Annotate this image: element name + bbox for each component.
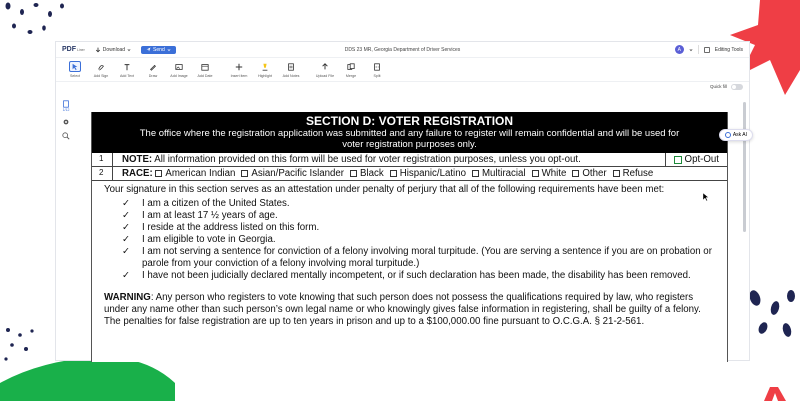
zoom-button[interactable] — [62, 132, 70, 140]
highlight-icon — [261, 63, 269, 71]
image-icon — [175, 63, 183, 71]
logo-text: PDF — [62, 46, 76, 53]
top-bar-right — [675, 45, 743, 54]
chevron-down-icon — [167, 48, 171, 52]
left-sidebar — [56, 92, 76, 360]
tool-split[interactable] — [364, 61, 390, 78]
tool-label: Split — [373, 74, 381, 78]
checkbox[interactable] — [472, 170, 479, 177]
tool-bar — [56, 58, 749, 82]
requirement-text: I am not serving a sentence for conviction of a felony involving moral turpitude. (You are serving a sentence if you are on probation or parole from your conviction of a felony involving moral turpitude.) — [142, 246, 712, 269]
opt-out-label: Opt-Out — [684, 154, 719, 165]
page-thumbnails-button[interactable] — [62, 100, 70, 112]
page-indicator: 1/12 — [62, 108, 70, 112]
tool-draw[interactable] — [140, 61, 166, 78]
warning-paragraph — [104, 292, 727, 328]
section-header — [92, 112, 727, 153]
editing-tools-button[interactable]: Editing Tools — [714, 46, 743, 53]
zoom-icon — [62, 132, 70, 140]
tool-label: Upload File — [315, 74, 335, 78]
checkbox[interactable] — [613, 170, 620, 177]
pages-icon — [62, 100, 70, 108]
note-label: NOTE: — [122, 154, 153, 165]
document-title: DDS 23 MR, Georgia Department of Driver Services — [344, 46, 461, 53]
list-item — [122, 270, 727, 282]
checkbox[interactable] — [390, 170, 397, 177]
user-avatar[interactable]: A — [675, 45, 684, 54]
quick-fill-toggle[interactable] — [731, 84, 743, 90]
option-label: Refuse — [622, 168, 654, 179]
send-button[interactable] — [141, 46, 176, 54]
gear-icon — [62, 118, 70, 126]
tool-label: Insert item — [230, 74, 248, 78]
option-label: Black — [360, 168, 384, 179]
tool-add-date[interactable] — [192, 61, 218, 78]
checkbox[interactable] — [241, 170, 248, 177]
tool-label: Draw — [148, 74, 158, 78]
tool-add-image[interactable] — [166, 61, 192, 78]
checkbox[interactable] — [350, 170, 357, 177]
brand-logo-icon — [764, 387, 786, 401]
race-option-hispanic[interactable] — [390, 168, 466, 179]
race-field — [113, 168, 727, 179]
top-bar — [56, 42, 749, 58]
ai-icon — [725, 132, 731, 138]
option-label: Other — [582, 168, 607, 179]
notes-icon — [287, 63, 295, 71]
decorative-navy-shapes — [745, 288, 800, 348]
list-item — [122, 246, 727, 270]
tool-add-notes[interactable] — [278, 61, 304, 78]
form-row-note — [92, 153, 727, 167]
form-row-race — [92, 167, 727, 181]
draw-icon — [149, 63, 157, 71]
warning-text: : Any person who registers to vote knowing that such person does not possess the qualifications required by law, who registers under any name other than such person’s own legal name or who knowingly gives false information in registering, shall be guilty of a felony. The penalties for false registration are up to ten years in prison and up to a $100,000.00 fine pursuant to O.C.G.A. § 21-2-561. — [104, 292, 701, 327]
mouse-cursor-icon — [703, 193, 709, 201]
sign-icon — [97, 63, 105, 71]
section-subtitle: The office where the registration application was submitted and any failure to register will remain confidential and will be used for voter registration purposes only. — [139, 128, 680, 150]
tool-label: Add Text — [120, 74, 134, 78]
tool-label: Merge — [345, 74, 357, 78]
race-option-other[interactable] — [572, 168, 606, 179]
list-item — [122, 234, 727, 246]
checkbox[interactable] — [572, 170, 579, 177]
insert-icon — [235, 63, 243, 71]
checkmark-icon: ✓ — [122, 222, 131, 233]
checkmark-icon: ✓ — [122, 270, 131, 281]
tool-label: Add Image — [170, 74, 188, 78]
attestation-intro: Your signature in this section serves as an attestation under penalty of perjury that all of the following requirements have been met: — [104, 184, 665, 195]
race-option-refuse[interactable] — [613, 168, 654, 179]
pdf-editor-window — [55, 41, 750, 361]
race-option-asian-pacific[interactable] — [241, 168, 344, 179]
race-option-multiracial[interactable] — [472, 168, 526, 179]
ask-ai-label: Ask AI — [732, 132, 747, 138]
quick-fill-bar — [56, 82, 749, 91]
requirement-text: I reside at the address listed on this form. — [142, 222, 320, 233]
row-number: 2 — [92, 167, 113, 180]
text-icon — [123, 63, 131, 71]
list-item — [122, 222, 727, 234]
checkbox[interactable] — [532, 170, 539, 177]
note-body: All information provided on this form will be used for voter registration purposes, unless you opt-out. — [152, 154, 581, 165]
checkmark-icon: ✓ — [122, 198, 131, 209]
vertical-scrollbar[interactable] — [743, 102, 746, 232]
tool-upload-file[interactable] — [312, 61, 338, 78]
race-option-american-indian[interactable] — [155, 168, 235, 179]
app-logo[interactable] — [62, 46, 85, 53]
note-text — [113, 154, 665, 165]
checkbox[interactable] — [155, 170, 162, 177]
send-label: Send — [153, 46, 165, 53]
download-label: Download — [102, 46, 126, 53]
opt-out-checkbox[interactable] — [674, 156, 682, 164]
tool-label: Add Sign — [93, 74, 109, 78]
decorative-dots-top-left — [0, 0, 70, 45]
upload-icon — [321, 63, 329, 71]
download-button[interactable] — [95, 47, 131, 53]
opt-out-field[interactable] — [665, 153, 727, 166]
checkmark-icon: ✓ — [122, 234, 131, 245]
split-icon — [373, 63, 381, 71]
list-item — [122, 210, 727, 222]
tool-label: Select — [70, 74, 80, 78]
ask-ai-button[interactable] — [719, 129, 753, 141]
tool-merge[interactable] — [338, 61, 364, 78]
cloud-download-icon — [95, 47, 101, 53]
attestation-section — [92, 181, 727, 328]
requirements-list — [104, 198, 727, 282]
option-label: American Indian — [165, 168, 236, 179]
tool-highlight[interactable] — [252, 61, 278, 78]
list-item — [122, 198, 727, 210]
warning-label: WARNING — [104, 292, 151, 303]
tool-select[interactable] — [62, 61, 88, 78]
row-number: 1 — [92, 153, 113, 166]
tool-label: Add Notes — [282, 74, 300, 78]
race-option-white[interactable] — [532, 168, 567, 179]
divider — [698, 45, 699, 54]
tool-add-sign[interactable] — [88, 61, 114, 78]
logo-subtext: Liner — [77, 48, 85, 52]
select-icon — [71, 63, 79, 71]
checkmark-icon: ✓ — [122, 210, 131, 221]
pdf-page — [91, 112, 728, 362]
race-label: RACE: — [122, 168, 153, 179]
requirement-text: I have not been judicially declared mentally incompetent, or if such declaration has been made, the disability has been removed. — [142, 270, 691, 281]
chevron-down-icon — [127, 48, 131, 52]
editing-tools-icon — [704, 47, 710, 53]
tool-insert-item[interactable] — [226, 61, 252, 78]
option-label: White — [541, 168, 567, 179]
tool-label: Highlight — [258, 74, 272, 78]
requirement-text: I am at least 17 ½ years of age. — [142, 210, 278, 221]
race-option-black[interactable] — [350, 168, 384, 179]
section-title: SECTION D: VOTER REGISTRATION — [305, 114, 514, 128]
requirement-text: I am a citizen of the United States. — [142, 198, 290, 209]
option-label: Hispanic/Latino — [399, 168, 466, 179]
checkmark-icon: ✓ — [122, 246, 131, 257]
quick-fill-label: Quick fill — [709, 84, 727, 89]
merge-icon — [347, 63, 355, 71]
option-label: Multiracial — [481, 168, 526, 179]
chevron-down-icon[interactable] — [689, 48, 693, 52]
tool-add-text[interactable] — [114, 61, 140, 78]
date-icon — [201, 63, 209, 71]
tool-label: Add Date — [197, 74, 213, 78]
settings-button[interactable] — [62, 118, 70, 126]
option-label: Asian/Pacific Islander — [251, 168, 345, 179]
send-icon — [146, 47, 151, 52]
requirement-text: I am eligible to vote in Georgia. — [142, 234, 276, 245]
